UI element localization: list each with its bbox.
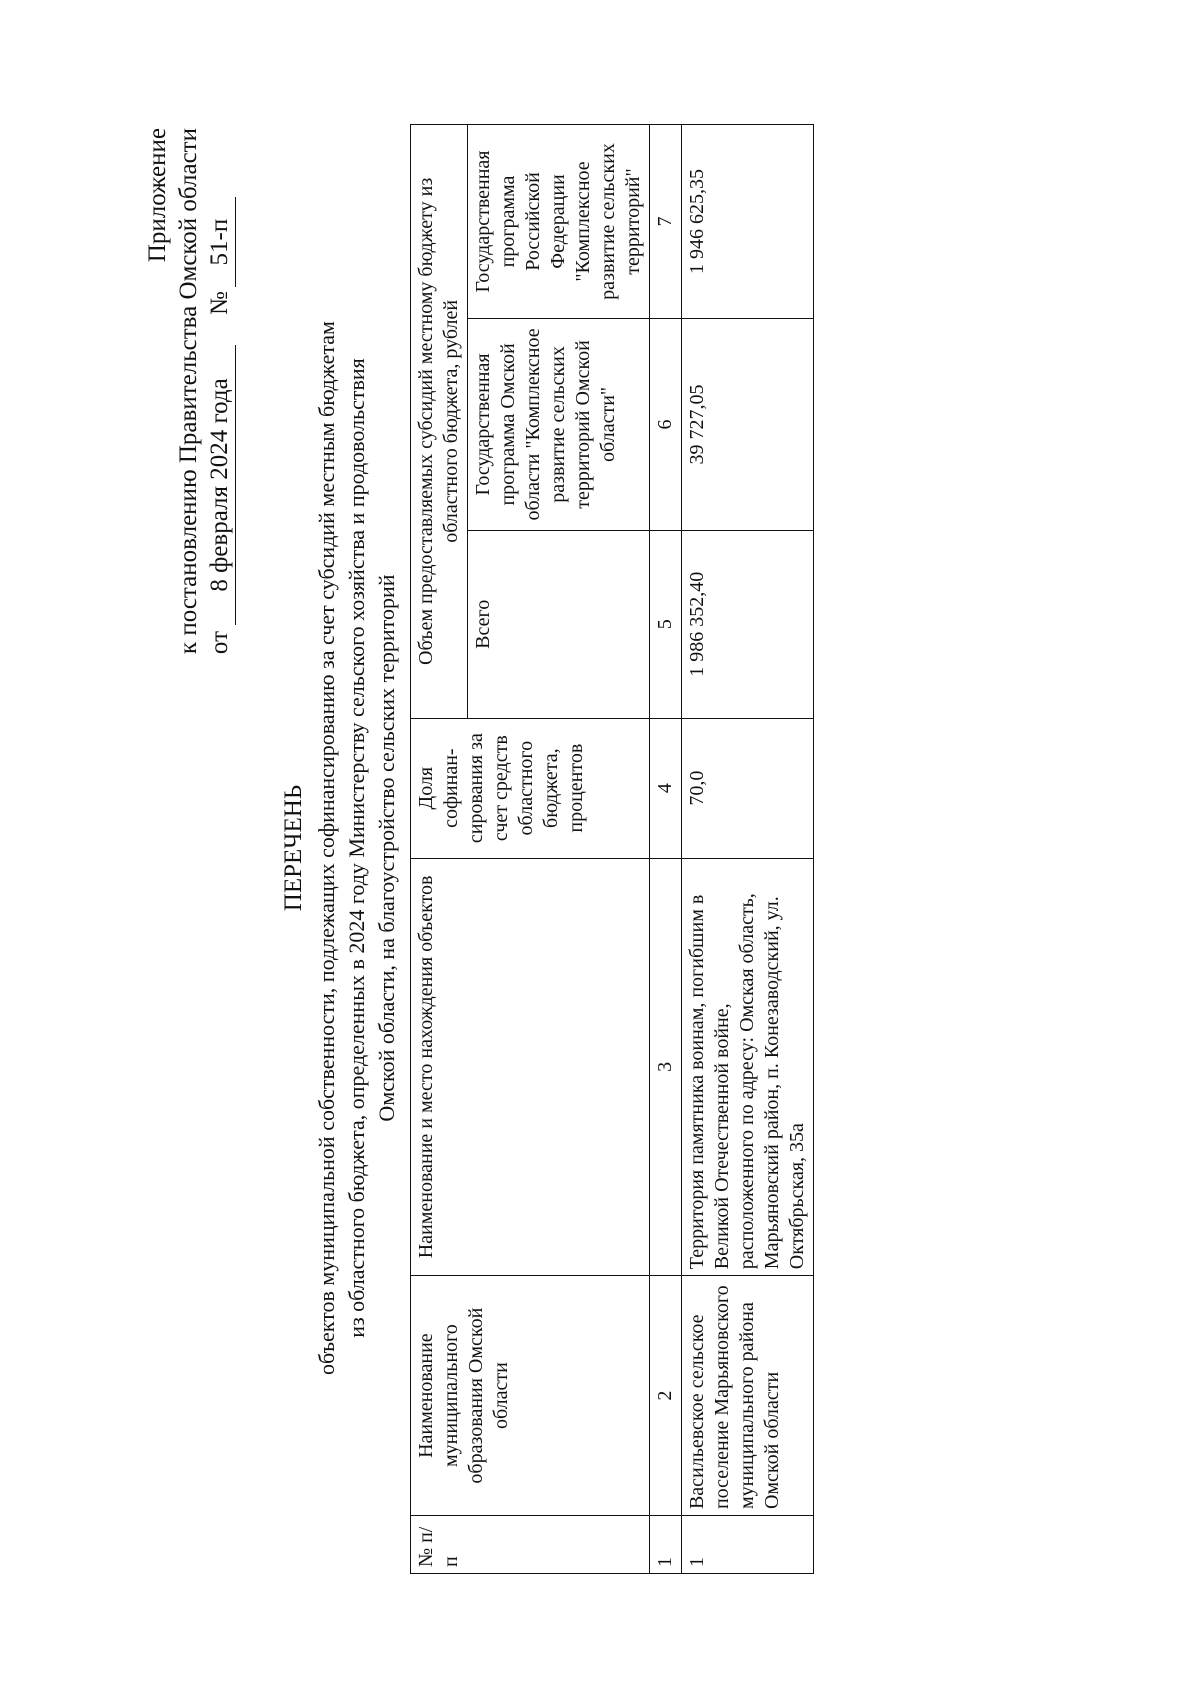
document-heading <box>280 58 402 1638</box>
column-number: 3 <box>650 858 682 1276</box>
column-number: 1 <box>650 1516 682 1574</box>
subtitle-line-2: из областного бюджета, определенных в 2024 году Министерству сельского хозяйства и продовольствия <box>344 358 369 1338</box>
table-row <box>682 125 814 1574</box>
document-title: ПЕРЕЧЕНЬ <box>280 784 307 912</box>
header-object: Наименование и место нахождения объектов <box>411 858 650 1276</box>
row-object: Территория памятника воинам, погибшим в Великой Отечественной войне, расположенного по адресу: Омская область, Марьяновский район, п. Конезаводский, ул. Октябрьская, 35а <box>682 858 814 1276</box>
number-label: № <box>206 291 233 315</box>
appendix-title: Приложение <box>144 128 171 263</box>
header-share: Доля софинан-сирования за счет средств областного бюджета, процентов <box>411 718 650 858</box>
document-page <box>90 58 1110 1638</box>
header-row <box>411 125 468 1574</box>
subtitle-line-3: Омской области, на благоустройство сельских территорий <box>374 574 399 1122</box>
header-federal-program: Государственная программа Российской Федерации "Комплексное развитие сельских территорий" <box>468 125 650 319</box>
row-municipality: Васильевское сельское поселение Марьяновского муниципального района Омской области <box>682 1276 814 1516</box>
header-subsidy-group: Объем предоставляемых субсидий местному бюджету из областного бюджета, рублей <box>411 125 468 719</box>
column-number: 6 <box>650 318 682 530</box>
row-regional: 39 727,05 <box>682 318 814 530</box>
subtitle-line-1: объектов муниципальной собственности, подлежащих софинансированию за счет субсидий местным бюджетам <box>314 321 339 1375</box>
header-municipality: Наименование муниципального образования Омской области <box>411 1276 650 1516</box>
from-label: от <box>206 630 233 655</box>
resolution-date: 8 февраля 2024 года <box>204 345 236 625</box>
appendix-date-row <box>204 128 236 654</box>
column-number: 2 <box>650 1276 682 1516</box>
resolution-number: 51-п <box>204 197 236 287</box>
column-number-row <box>650 125 682 1574</box>
column-number: 7 <box>650 125 682 319</box>
row-total: 1 986 352,40 <box>682 530 814 718</box>
header-total: Всего <box>468 530 650 718</box>
row-num: 1 <box>682 1516 814 1574</box>
objects-table <box>410 124 814 1574</box>
header-num: № п/п <box>411 1516 650 1574</box>
column-number: 4 <box>650 718 682 858</box>
row-share: 70,0 <box>682 718 814 858</box>
appendix-block <box>142 128 236 654</box>
row-federal: 1 946 625,35 <box>682 125 814 319</box>
appendix-resolution-line: к постановлению Правительства Омской области <box>175 128 202 655</box>
column-number: 5 <box>650 530 682 718</box>
header-regional-program: Государственная программа Омской области "Комплексное развитие сельских территорий Омской области" <box>468 318 650 530</box>
